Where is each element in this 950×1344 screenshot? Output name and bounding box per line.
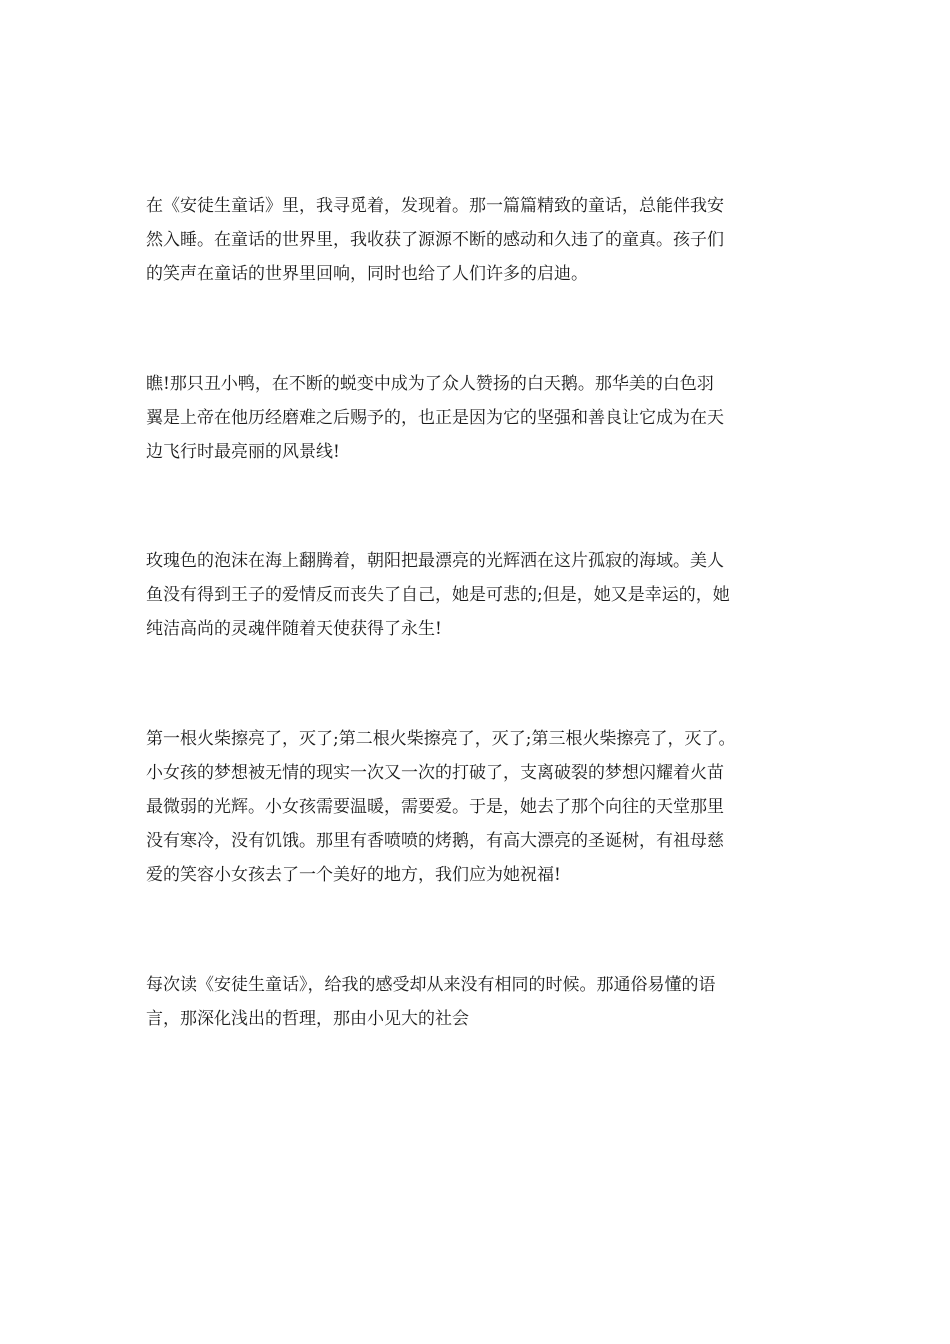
text-line: 边飞行时最亮丽的风景线! [146,442,340,462]
text-line: 瞧!那只丑小鸭，在不断的蜕变中成为了众人赞扬的白天鹅。那华美的白色羽 [146,374,714,394]
text-line: 小女孩的梦想被无情的现实一次又一次的打破了，支离破裂的梦想闪耀着火苗 [146,763,724,783]
paragraph-reflection [146,968,826,1036]
paragraph-andersen-intro [146,189,826,291]
text-line: 没有寒冷，没有饥饿。那里有香喷喷的烤鹅，有高大漂亮的圣诞树，有祖母慈 [146,831,724,851]
text-line: 然入睡。在童话的世界里，我收获了源源不断的感动和久违了的童真。孩子们 [146,230,724,250]
paragraph-little-mermaid [146,544,826,646]
text-line: 鱼没有得到王子的爱情反而丧失了自己，她是可悲的;但是，她又是幸运的，她 [146,585,730,605]
text-line: 每次读《安徒生童话》，给我的感受却从来没有相同的时候。那通俗易懂的语 [146,975,716,995]
text-line: 的笑声在童话的世界里回响，同时也给了人们许多的启迪。 [146,264,588,284]
text-line: 纯洁高尚的灵魂伴随着天使获得了永生! [146,619,442,639]
paragraph-match-girl [146,722,826,892]
text-line: 最微弱的光辉。小女孩需要温暖，需要爱。于是，她去了那个向往的天堂那里 [146,797,724,817]
text-line: 言，那深化浅出的哲理，那由小见大的社会 [146,1009,469,1029]
text-line: 翼是上帝在他历经磨难之后赐予的，也正是因为它的坚强和善良让它成为在天 [146,408,724,428]
text-line: 在《安徒生童话》里，我寻觅着，发现着。那一篇篇精致的童话，总能伴我安 [146,196,724,216]
paragraph-ugly-duckling [146,367,826,469]
text-line: 爱的笑容小女孩去了一个美好的地方，我们应为她祝福! [146,865,561,885]
text-line: 第一根火柴擦亮了，灭了;第二根火柴擦亮了，灭了;第三根火柴擦亮了，灭了。 [146,729,736,749]
text-line: 玫瑰色的泡沫在海上翻腾着，朝阳把最漂亮的光辉洒在这片孤寂的海域。美人 [146,551,724,571]
